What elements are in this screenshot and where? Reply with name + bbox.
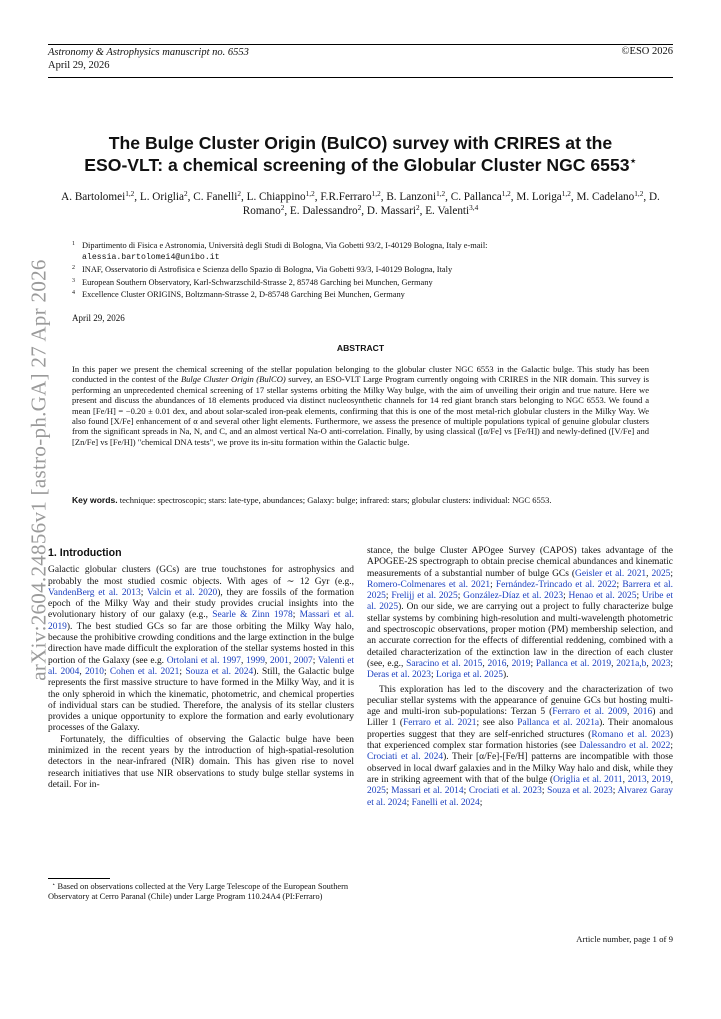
intro-paragraph-4: This exploration has led to the discovery and the characterization of two peculiar stellar systems with the appearance of genuine GCs but hosting multi-age and multi-iron sub-populations: Terzan 5 (Ferraro et al. 2009, 2016) and Liller 1 (Ferraro et al. 2021; see also Pallanca et al. 2021a). Their anomalous properties suggest that they are self-enriched structures (Romano et al. 2023) that experienced complex star formation histories (see Dalessandro et al. 2022; Crociati et al. 2024). Their [α/Fe]-[Fe/H] patterns are incompatible with those observed in local dwarf galaxies and in the Milky Way halo and disk, while they are in striking agreement with that of the bulge (Origlia et al. 2011, 2013, 2019, 2025; Massari et al. 2014; Crociati et al. 2023; Souza et al. 2023; Alvarez Garay et al. 2024; Fanelli et al. 2024; [367,684,674,808]
citation-link[interactable]: Loriga et al. 2025 [435,670,504,681]
author-name: B. Lanzoni [386,191,437,203]
citation-link[interactable]: 2001 [269,655,289,666]
running-header [48,44,673,78]
citation-link[interactable]: 2019 [651,774,671,785]
citation-link[interactable]: 2016 [487,658,507,669]
citation-link[interactable]: Searle & Zinn 1978 [212,610,293,621]
author-name: L. Origlia [139,191,184,203]
keywords [72,495,649,505]
citation-link[interactable]: Cohen et al. 2021 [109,666,180,677]
citation-link[interactable]: Frelijj et al. 2025 [391,591,458,602]
author-name: D. Romano [242,191,660,217]
citation-link[interactable]: Henao et al. 2025 [568,591,637,602]
citation-link[interactable]: Massari et al. 2014 [391,786,464,797]
citation-link[interactable]: Ferraro et al. 2009 [552,707,627,718]
citation-link[interactable]: Ferraro et al. 2021 [403,718,477,729]
author-affiliation-mark: 1,2 [436,190,446,198]
citation-link[interactable]: 2025 [367,786,386,797]
citation-link[interactable]: Origlia et al. 2011 [553,774,623,785]
author-affiliation-mark: 1,2 [305,190,315,198]
affiliation-1-email [72,252,662,264]
citation-link[interactable]: Massari et al. 2019 [48,610,354,632]
citation-link[interactable]: Barrera et al. 2025 [367,579,674,602]
author-name: C. Pallanca [450,191,502,203]
citation-link[interactable]: Alvarez Garay et al. 2024 [367,786,673,808]
citation-link[interactable]: Souza et al. 2024 [185,666,254,677]
abstract-heading: ABSTRACT [336,343,385,353]
footnote-rule [48,878,110,879]
author-affiliation-mark: 1,2 [501,190,511,198]
citation-link[interactable]: 1999 [246,655,265,666]
citation-link[interactable]: 2007 [293,655,313,666]
copyright-notice: ©ESO 2026 [621,46,673,57]
author-email-link[interactable]: alessia.bartolomei4@unibo.it [82,252,220,262]
footnote-text: Based on observations collected at the Very Large Telescope of the European Southern Observatory at Cerro Paranal (Chile) under Large Program 110.24A4 (PI:Ferraro) [48,882,349,902]
citation-link[interactable]: Ortolani et al. 1997 [166,655,241,666]
author-name: C. Fanelli [193,191,238,203]
author-affiliation-mark: 2 [357,204,362,212]
affiliation-1: 1 Dipartimento di Fisica e Astronomia, Università degli Studi di Bologna, Via Gobetti 93/2, I-40129 Bologna, Italy e-mail: [72,241,488,250]
citation-link[interactable]: 2010 [85,666,104,677]
author-name: E. Valenti [425,205,470,217]
author-affiliation-mark: 2 [184,190,188,198]
author-affiliation-mark: 2 [237,190,242,198]
paper-title [40,132,681,176]
citation-link[interactable]: VandenBerg et al. 2013 [48,587,141,598]
author-name: M. Cadelano [576,191,635,203]
author-list: A. Bartolomei$^{1,2}$, L. Origlia$^2$, C. Fanelli$^2$, L. Chiappino$^{1,2}$, F.R.Ferraro$^{1,2}$, B. Lanzoni$^{1,2}$, C. Pallanca$^{1,2}$, M. Loriga$^{1,2}$, M. Cadelano$^{1,2}$, D. Romano$^2$, E. Dalessandro$^2$, D. Massari$^2$, E. Valenti$^{3,4}$ [61,190,660,217]
affiliation-list [72,239,662,301]
author-affiliation-mark: 2 [280,204,285,212]
author-name: F.R.Ferraro [320,191,372,203]
citation-link[interactable]: Romano et al. 2023 [591,729,670,740]
section-heading-introduction: 1. Introduction [48,547,122,559]
citation-link[interactable]: 2013 [627,774,647,785]
keywords-text: technique: spectroscopic; stars: late-type, abundances; Galaxy: bulge; infrared: stars; globular clusters: individual: NGC 6553. [117,495,552,505]
citation-link[interactable]: Fanelli et al. 2024 [411,797,480,808]
received-date: April 29, 2026 [72,313,125,323]
right-column [367,546,673,809]
title-footnote [48,882,354,903]
author-name: E. Dalessandro [289,205,358,217]
author-affiliation-mark: 1,2 [561,190,571,198]
affiliation-3: 3 European Southern Observatory, Karl-Schwarzschild-Strasse 2, 85748 Garching bei Munchen, Germany [72,277,433,287]
citation-link[interactable]: Crociati et al. 2023 [468,786,542,797]
affiliation-2: 2 INAF, Osservatorio di Astrofisica e Scienza dello Spazio di Bologna, Via Gobetti 93/3, I-40129 Bologna, Italy [72,265,453,275]
citation-link[interactable]: 2021a,b [616,658,647,669]
title-line-1: The Bulge Cluster Origin (BulCO) survey with CRIRES at the [108,133,613,153]
citation-link[interactable]: Geisler et al. 2021 [575,568,647,579]
manuscript-line: Astronomy & Astrophysics manuscript no. 6553 [48,47,249,58]
intro-paragraph-3: stance, the bulge Cluster APOgee Survey (CAPOS) takes advantage of the APOGEE-2S spectrograph to obtain precise chemical abundances and kinematic measurements of a substantial number of bulge GCs (Geisler et al. 2021, 2025; Romero-Colmenares et al. 2021; Fernández-Trincado et al. 2022; Barrera et al. 2025; Frelijj et al. 2025; González-Díaz et al. 2023; Henao et al. 2025; Uribe et al. 2025). On our side, we are carrying out a project to fully characterize bulge stellar systems by combining high-resolution and multi-wavelength photometric and spectroscopic observations, proper motion (PM) membership selection, and an accurate correction for the effects of differential reddening, combined with a detailed characterization of the extinction law in the direction of each cluster (see, e.g., Saracino et al. 2015, 2016, 2019; Pallanca et al. 2019, 2021a,b, 2023; Deras et al. 2023; Loriga et al. 2025). [367,546,674,681]
author-name: A. Bartolomei [61,191,126,203]
left-column [48,548,354,791]
page-number: Article number, page 1 of 9 [576,934,673,944]
citation-link[interactable]: Deras et al. 2023 [367,670,431,681]
intro-paragraph-1: Galactic globular clusters (GCs) are true touchstones for astrophysics and probably the most studied cosmic objects. With ages of ∼ 12 Gyr (e.g., VandenBerg et al. 2013; Valcin et al. 2020), they are fossils of the formation epoch of the Milky Way and their study provides crucial insights into the evolutionary history of our galaxy (e.g., Searle & Zinn 1978; Massari et al. 2019). The best studied GCs so far are those orbiting the Milky Way halo, because the prohibitive crowding conditions and the large extinction in the bulge direction have made difficult the exploration of the stellar systems hosted in this portion of the Galaxy (see e.g. Ortolani et al. 1997, 1999, 2001, 2007; Valenti et al. 2004, 2010; Cohen et al. 2021; Souza et al. 2024). Still, the Galactic bulge represents the first massive structure to have formed in the Milky Way, and it is the only spheroid in which the kinematic, photometric, and chemical properties of individual stars can be studied. Therefore, the analysis of its stellar clusters provides a unique opportunity to explore the formation and early evolutionary processes of the Galaxy. [48,565,355,734]
title-line-2: ESO-VLT: a chemical screening of the Globular Cluster NGC 6553 [84,155,630,175]
citation-link[interactable]: 2025 [651,568,671,579]
manuscript-date: April 29, 2026 [48,60,110,71]
citation-link[interactable]: Crociati et al. 2024 [367,752,444,763]
author-affiliation-mark: 3,4 [469,204,479,212]
citation-link[interactable]: Saracino et al. 2015 [406,658,483,669]
affiliation-4: 4 Excellence Cluster ORIGINS, Boltzmann-Strasse 2, D-85748 Garching Bei Munchen, Germany [72,290,405,300]
abstract-text: In this paper we present the chemical screening of the stellar population belonging to the globular cluster NGC 6553 in the Galactic bulge. This study has been conducted in the contest of the Bulge Cluster Origin (BulCO) survey, an ESO-VLT Large Program currently ongoing with CRIRES in the NIR domain. This survey is performing an unprecedented chemical screening of 17 stellar systems orbiting the Milky Way bulge, with the aim of unveiling their origin and true nature. Here we present and discuss the abundances of 18 elements produced via distinct nucleosynthetic channels for 14 red giant branch stars belonging to NGC 6553. We found a mean [Fe/H] = −0.20 ± 0.01 dex, and about solar-scaled iron-peak elements, confirming that this is one of the most metal-rich globular clusters in the Milky Way. We also found [X/Fe] enhancement of α and several other light elements. Furthermore, we assess the presence of multiple populations typical of genuine globular clusters from the significant spreads in Na, N, and C, and an almost vertical Na-O anti-correlation. Finally, by using classical ([α/Fe] vs [Fe/H]) and newly-defined ([V/Fe] and [Zn/Fe] vs [Fe/H]) "chemical DNA tests", we prove its in-situ formation within the Galactic bulge. [72,364,649,447]
citation-link[interactable]: Pallanca et al. 2019 [535,658,612,669]
author-affiliation-mark: 1,2 [371,190,381,198]
author-affiliation-mark: 1,2 [634,190,644,198]
author-name: D. Massari [366,205,416,217]
citation-link[interactable]: González-Díaz et al. 2023 [463,591,564,602]
author-name: M. Loriga [516,191,562,203]
citation-link[interactable]: 2016 [633,707,653,718]
citation-link[interactable]: Uribe et al. 2025 [367,591,674,613]
citation-link[interactable]: 2023 [651,658,671,669]
citation-link[interactable]: Souza et al. 2023 [547,786,613,797]
manuscript-info [48,46,249,72]
footnote-mark: ⋆ [52,882,56,888]
author-affiliation-mark: 1,2 [125,190,135,198]
arxiv-identifier: arXiv:2604.24856v1 [astro-ph.GA] 27 Apr 2026 [26,259,51,681]
title-footnote-mark: ⋆ [629,155,637,168]
citation-link[interactable]: Romero-Colmenares et al. 2021 [367,579,491,590]
citation-link[interactable]: Fernández-Trincado et al. 2022 [495,579,617,590]
intro-paragraph-2: Fortunately, the difficulties of observing the Galactic bulge have been minimized in the recent years by the introduction of high-spatial-resolution detectors in the near-infrared (NIR) domain. This has given rise to novel research initiatives that use NIR observations to study bulge stellar systems in detail. For in- [48,734,354,790]
citation-link[interactable]: Valenti et al. 2004 [48,655,355,677]
keywords-label: Key words. [72,495,118,505]
author-affiliation-mark: 2 [415,204,420,212]
citation-link[interactable]: Dalessandro et al. 2022 [579,741,671,752]
citation-link[interactable]: Valcin et al. 2020 [146,587,218,598]
citation-link[interactable]: Pallanca et al. 2021a [517,718,600,729]
citation-link[interactable]: 2019 [511,658,531,669]
author-name: L. Chiappino [246,191,306,203]
